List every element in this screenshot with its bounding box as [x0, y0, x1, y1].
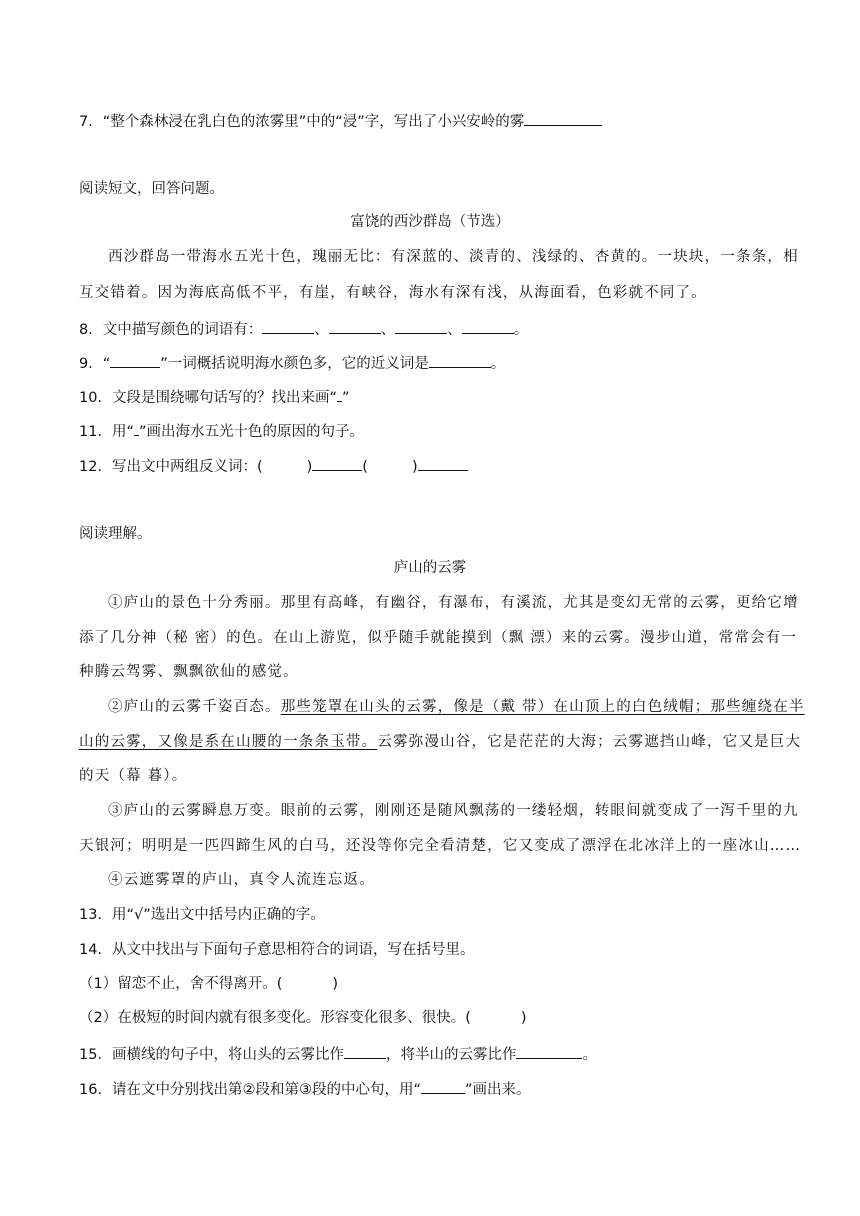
question-14-1-text: （1）留恋不止，舍不得离开。(: [79, 976, 283, 992]
passage-1-line-1: 西沙群岛一带海水五光十色，瑰丽无比：有深蓝的、淡青的、浅绿的、杏黄的。一块块，一条条，相: [108, 249, 799, 265]
answer-blank[interactable]: [262, 318, 314, 334]
answer-blank[interactable]: [516, 1043, 582, 1059]
passage-2-p1-line-3: 种腾云驾雾、飘飘欲仙的感觉。: [79, 664, 299, 680]
section-1-heading: 阅读短文，回答问题。: [79, 181, 224, 197]
passage-2-title: 庐山的云雾: [393, 560, 467, 576]
answer-blank[interactable]: [395, 318, 447, 334]
question-11-text: ”画出海水五光十色的原因的句子。: [138, 424, 364, 440]
passage-2-p3-line-2: 天银河；明明是一匹四蹄生风的白马，还没等你完全看清楚，它又变成了漂浮在北冰洋上的一座冰山……: [79, 838, 802, 854]
passage-2-p4: ④云遮雾罩的庐山，真令人流连忘返。: [108, 872, 375, 888]
paren-close: ): [306, 459, 313, 475]
question-8: [79, 318, 790, 340]
passage-2-p2-line-2: [79, 732, 802, 752]
separator: 、: [447, 322, 462, 338]
passage-1-title: 富饶的西沙群岛（节选）: [350, 214, 510, 230]
question-8-text: 8．文中描写颜色的词语有：: [79, 322, 263, 338]
passage-1-line-2: 互交错着。因为海底高低不平，有崖，有峡谷，海水有深有浅，从海面看，色彩就不同了。: [79, 285, 707, 301]
question-14-2: [79, 1008, 790, 1028]
question-15: [79, 1043, 790, 1065]
passage-2-p2-line-1: [108, 697, 805, 717]
period: 。: [490, 356, 506, 372]
question-15-text: 15．画横线的句子中，将山头的云雾比作: [79, 1047, 344, 1063]
period: 。: [582, 1047, 597, 1063]
paren-open: (: [362, 459, 368, 475]
question-10: [79, 386, 790, 408]
paren-close: ): [332, 976, 339, 992]
period: 。: [513, 322, 529, 338]
question-14-1: [79, 974, 790, 994]
question-11-prefix: 11．用“: [79, 424, 134, 440]
answer-blank[interactable]: [344, 1043, 386, 1059]
question-15-middle: ，将半山的云雾比作: [385, 1047, 517, 1063]
question-12-text: 12．写出文中两组反义词：(: [79, 459, 263, 475]
separator: 、: [380, 322, 396, 338]
question-10-text: 10．文段是围绕哪句话写的？找出来画“: [79, 390, 337, 406]
passage-2-p3-line-1: ③庐山的云雾瞬息万变。眼前的云雾，刚刚还是随风飘荡的一缕轻烟，转眼间就变成了一泻千里的九: [108, 803, 799, 819]
p2-plain-text: ②庐山的云雾千姿百态。: [108, 699, 281, 715]
question-16: [79, 1078, 790, 1100]
question-14: 14．从文中找出与下面句子意思相符合的词语，写在括号里。: [79, 942, 475, 958]
question-9: [79, 352, 790, 374]
question-9-text: ”一词概括说明海水颜色多，它的近义词是: [160, 356, 429, 372]
underlined-sentence: 那些笼罩在山头的云雾，像是（戴 带）在山顶上的白色绒帽；那些缠绕在半: [280, 699, 805, 715]
section-2-heading: 阅读理解。: [79, 526, 152, 542]
passage-2-p2-line-3: 的天（幕 暮）。: [79, 768, 188, 784]
passage-2-p1-line-2: 添了几分神（秘 密）的色。在山上游览，似乎随手就能摸到（飘 漂）来的云雾。漫步山道，常常会有一: [79, 630, 798, 646]
question-7: [79, 110, 790, 132]
question-9-prefix: 9．“: [79, 356, 111, 372]
p2-plain-text: 云雾弥漫山谷，它是茫茫的大海；云雾遮挡山峰，它又是巨大: [377, 734, 802, 750]
separator: 、: [314, 322, 329, 338]
question-16-end: ”画出来。: [464, 1082, 531, 1098]
question-7-text: 7．“整个森林浸在乳白色的浓雾里”中的“浸”字，写出了小兴安岭的雾: [79, 114, 525, 130]
question-14-2-text: （2）在极短的时间内就有很多变化。形容变化很多、很快。(: [79, 1010, 471, 1026]
passage-2-p1-line-1: ①庐山的景色十分秀丽。那里有高峰，有幽谷，有瀑布，有溪流，尤其是变幻无常的云雾，更给它增: [108, 595, 799, 611]
question-16-text: 16．请在文中分别找出第②段和第③段的中心句，用“: [79, 1082, 421, 1098]
answer-blank[interactable]: [418, 455, 468, 471]
underline-sample: [421, 1078, 465, 1094]
answer-blank[interactable]: [524, 110, 602, 126]
underlined-sentence: 山的云雾，又像是系在山腰的一条条玉带。: [79, 734, 378, 750]
question-12: [79, 455, 790, 477]
paren-close: ): [411, 459, 418, 475]
question-13: 13．用“√”选出文中括号内正确的字。: [79, 907, 325, 923]
answer-blank[interactable]: [329, 318, 381, 334]
answer-blank[interactable]: [110, 352, 160, 368]
answer-blank[interactable]: [312, 455, 362, 471]
quote-close: ”: [341, 390, 350, 406]
answer-blank[interactable]: [429, 352, 491, 368]
paren-close: ): [520, 1010, 527, 1026]
answer-blank[interactable]: [462, 318, 514, 334]
question-11: [79, 420, 790, 442]
